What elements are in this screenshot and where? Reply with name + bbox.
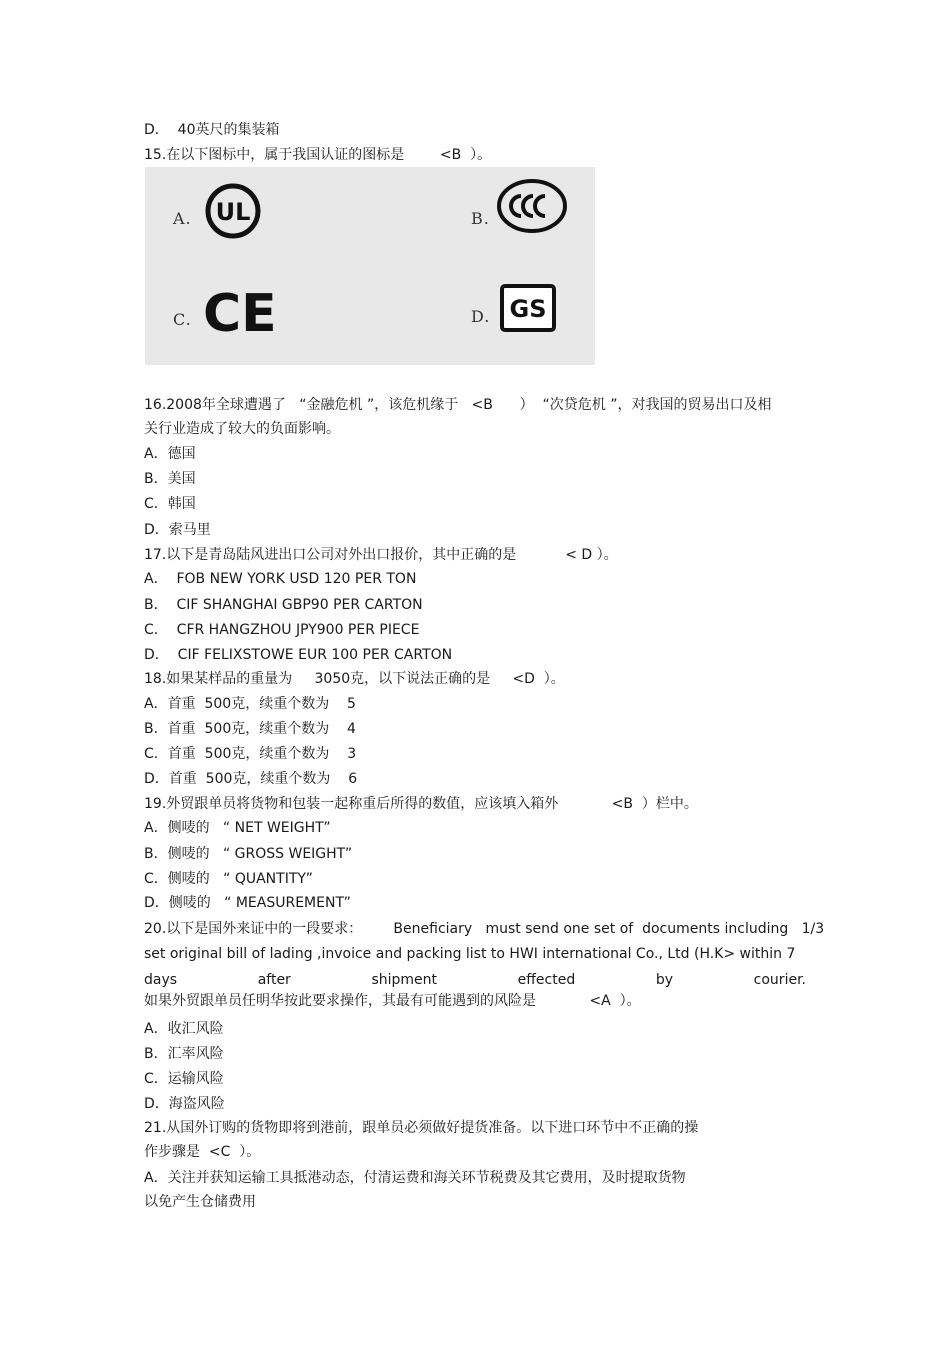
option-c-q20: C．运输风险 <box>144 1071 224 1087</box>
word: effected <box>517 972 576 988</box>
figure-label-d: D. <box>471 307 491 326</box>
question-20-line-2: set original bill of lading ,invoice and packing list to HWI international Co., Ltd (H.K> within 7 <box>144 946 796 962</box>
option-d-q14: D． 40英尺的集装箱 <box>144 122 280 138</box>
option-a-q21-continued: 以免产生仓储费用 <box>144 1194 256 1210</box>
option-c-q18: C．首重 500克，续重个数为 3 <box>144 746 357 762</box>
word: days <box>144 972 178 988</box>
option-d-q18: D．首重 500克，续重个数为 6 <box>144 771 358 787</box>
option-a-q17: A． FOB NEW YORK USD 120 PER TON <box>144 571 417 587</box>
figure-label-b: B. <box>471 209 490 228</box>
option-c-q16: C．韩国 <box>144 496 196 512</box>
option-a-q18: A．首重 500克，续重个数为 5 <box>144 696 356 712</box>
option-a-q20: A．收汇风险 <box>144 1021 224 1037</box>
option-a-q19: A．侧唛的 “ NET WEIGHT” <box>144 820 331 836</box>
option-b-q16: B．美国 <box>144 471 196 487</box>
figure-label-c: C. <box>173 310 192 329</box>
word: after <box>257 972 291 988</box>
option-a-q16: A．德国 <box>144 446 196 462</box>
question-20-line-3 <box>144 971 806 989</box>
question-18: 18.如果某样品的重量为 3050克，以下说法正确的是 <D ）。 <box>144 671 565 687</box>
option-d-q17: D． CIF FELIXSTOWE EUR 100 PER CARTON <box>144 647 453 663</box>
question-17: 17.以下是青岛陆风进出口公司对外出口报价，其中正确的是 < D ）。 <box>144 547 618 563</box>
ce-logo-icon <box>201 283 277 344</box>
option-b-q18: B．首重 500克，续重个数为 4 <box>144 721 356 737</box>
figure-label-a: A. <box>173 209 192 228</box>
option-b-q19: B．侧唛的 “ GROSS WEIGHT” <box>144 846 353 862</box>
question-19: 19.外贸跟单员将货物和包装一起称重后所得的数值，应该填入箱外 <B ）栏中。 <box>144 796 698 812</box>
word: courier. <box>753 972 806 988</box>
question-16-continued: 关行业造成了较大的负面影响。 <box>144 421 340 437</box>
option-d-q20: D．海盗风险 <box>144 1096 225 1112</box>
svg-text:CE: CE <box>203 284 277 344</box>
question-20: 20.以下是国外来证中的一段要求： Beneficiary must send one set of documents including 1/3 <box>144 921 825 937</box>
option-a-q21: A．关注并获知运输工具抵港动态，付清运费和海关环节税费及其它费用，及时提取货物 <box>144 1170 686 1186</box>
svg-text:UL: UL <box>215 198 251 226</box>
option-d-q19: D．侧唛的 “ MEASUREMENT” <box>144 895 351 911</box>
question-15: 15.在以下图标中，属于我国认证的图标是 <B ）。 <box>144 147 492 163</box>
question-21-continued: 作步骤是 <C ）。 <box>144 1144 261 1160</box>
svg-text:GS: GS <box>509 295 547 323</box>
word: shipment <box>371 972 438 988</box>
option-c-q17: C． CFR HANGZHOU JPY900 PER PIECE <box>144 622 420 638</box>
question-21: 21.从国外订购的货物即将到港前，跟单员必须做好提货准备。以下进口环节中不正确的操 <box>144 1120 699 1136</box>
option-b-q20: B．汇率风险 <box>144 1046 224 1062</box>
word: by <box>655 972 674 988</box>
option-d-q16: D．索马里 <box>144 522 211 538</box>
question-16: 16.2008年全球遭遇了 “金融危机 ”，该危机缘于 <B ） “次贷危机 ”，对我国的贸易出口及相 <box>144 397 772 413</box>
certification-logos-figure <box>145 167 595 365</box>
question-20-line-4: 如果外贸跟单员任明华按此要求操作，其最有可能遇到的风险是 <A ）。 <box>144 993 641 1009</box>
ccc-logo-icon <box>495 177 570 235</box>
ul-logo-icon <box>203 181 263 241</box>
option-b-q17: B． CIF SHANGHAI GBP90 PER CARTON <box>144 597 423 613</box>
gs-logo-icon <box>499 283 557 333</box>
option-c-q19: C．侧唛的 “ QUANTITY” <box>144 871 313 887</box>
